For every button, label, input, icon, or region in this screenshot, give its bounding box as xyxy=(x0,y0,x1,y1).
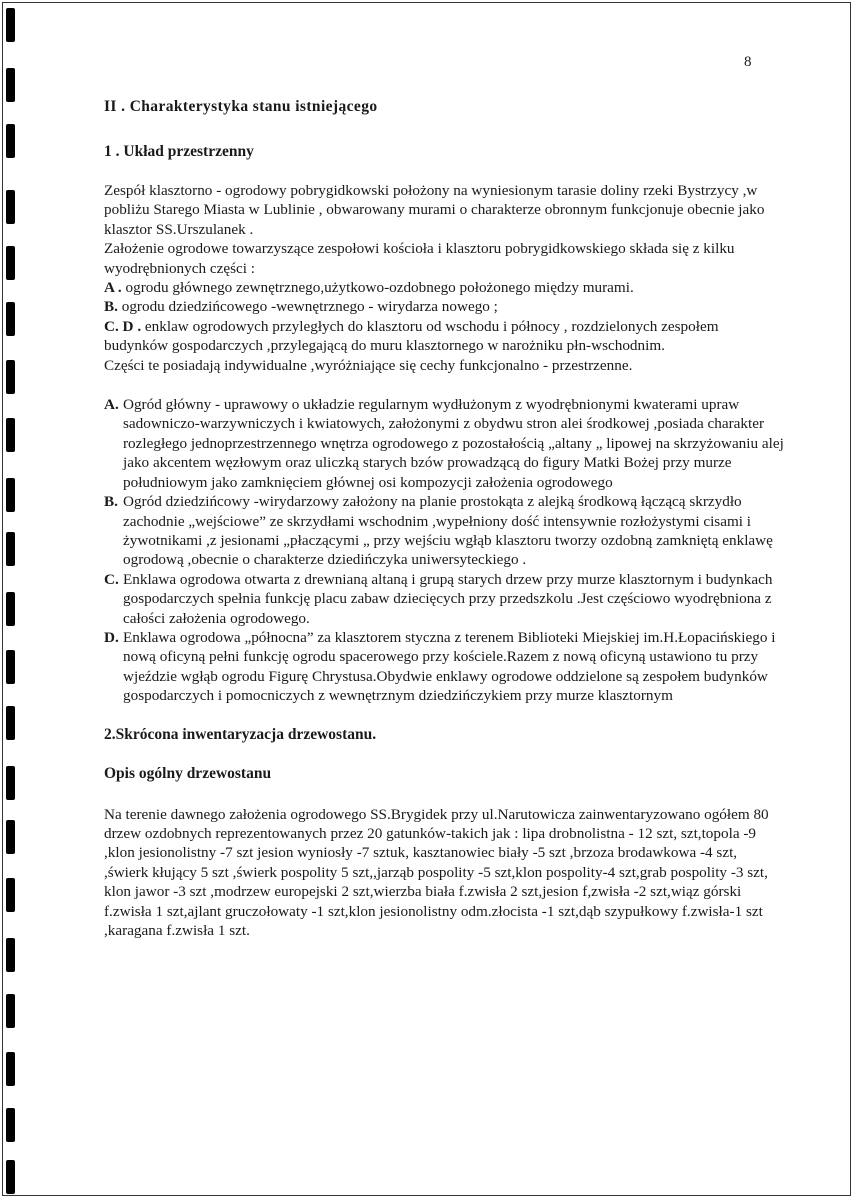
list-marker: C. D . xyxy=(104,317,142,335)
binding-strip xyxy=(4,0,18,1198)
list-item xyxy=(104,628,784,706)
list-marker: D. xyxy=(104,628,119,646)
binding-hole xyxy=(6,246,15,280)
binding-hole xyxy=(6,1160,15,1194)
binding-hole xyxy=(6,302,15,336)
binding-hole xyxy=(6,190,15,224)
list-marker: A . xyxy=(104,279,122,297)
list-item xyxy=(104,395,784,492)
section-heading: II . Charakterystyka stanu istniejącego xyxy=(104,98,378,115)
binding-hole xyxy=(6,994,15,1028)
inventory-paragraph: Na terenie dawnego założenia ogrodowego SS.Brygidek przy ul.Narutowicza zainwentaryzowano ogółem 80 drzew ozdobnych reprezentowanych przez 20 gatunków-takich jak : lipa drobnolistna - 12 szt, szt,topola -9 ,klon jesionolistny -7 szt jesion wyniosły -7 sztuk, kasztanowiec biały -5 szt ,brzoza brodawkowa -4 szt, ,świerk kłujący 5 szt ,świerk pospolity 5 szt,,jarząb pospolity -5 szt,klon pospolity-4 szt,grab pospolity -3 szt, klon jawor -3 szt ,modrzew europejski 2 szt,wierzba biała f.zwisła 2 szt,jesion f,zwisła -2 szt,wiąz górski f.zwisła 1 szt,ajlant gruczołowaty -1 szt,klon jesionolistny odm.złocista -1 szt,dąb szypułkowy f.zwisła-1 szt ,karagana f.zwisła 1 szt. xyxy=(104,805,769,939)
list-text: Ogród dziedzińcowy -wirydarzowy założony na planie prostokąta z alejką środkową łączącą skrzydło zachodnie „wejściowe” ze skrzydłami wschodnim ,wypełniony dość intensywnie rozłożystymi cisami i żywotnikami ,z jesionami „płaczącymi „ przy wejściu wgłąb klasztoru tworzy ozdobną zamkniętą enklawę ogrodową ,obecnie o charakterze dziedińczyka uniwersyteckiego . xyxy=(123,493,773,569)
binding-hole xyxy=(6,418,15,452)
binding-hole xyxy=(6,706,15,740)
list-item xyxy=(104,570,784,628)
list-marker: A. xyxy=(104,396,119,414)
list-marker: B. xyxy=(104,493,118,511)
list-item xyxy=(104,492,784,570)
list-text: ogrodu dziedzińcowego -wewnętrznego - wirydarza nowego ; xyxy=(121,298,498,316)
subsection-heading: 2.Skrócona inwentaryzacja drzewostanu. xyxy=(104,725,377,743)
binding-hole xyxy=(6,1052,15,1086)
subsection-heading: 1 . Układ przestrzenny xyxy=(104,143,254,160)
intro-paragraph: Założenie ogrodowe towarzyszące zespołowi kościoła i klasztoru pobrygidkowskiego składa się z kilku wyodrębnionych części : xyxy=(104,240,735,277)
binding-hole xyxy=(6,8,15,42)
list-text: Ogród główny - uprawowy o układzie regularnym wydłużonym z wyodrębnionymi kwaterami upraw sadowniczo-warzywniczych i kwiatowych, założonymi z obydwu stron alei środkowej ,posiada charakter rozległego jednoprzestrzennego wnętrza ogrodowego z pozostałością „altany „ lipowej na skrzyżowaniu alej jako akcentem węzłowym oraz uliczką starych bzów prowadzącą do figury Matki Bożej przy murze południowym jako zamknięciem głównej osi kompozycji założenia ogrodowego xyxy=(123,396,784,491)
intro-paragraph: Zespół klasztorno - ogrodowy pobrygidkowski położony na wyniesionym tarasie doliny rzeki Bystrzycy ,w pobliżu Starego Miasta w Lublinie , obwarowany murami o charakterze obronnym funkcjonuje obecnie jako klasztor SS.Urszulanek . xyxy=(104,182,765,238)
binding-hole xyxy=(6,878,15,912)
list-marker: C. xyxy=(104,570,119,588)
document-body xyxy=(104,96,784,940)
list-text: ogrodu głównego zewnętrznego,użytkowo-ozdobnego położonego między murami. xyxy=(125,279,634,297)
list-item xyxy=(104,317,784,356)
list-item xyxy=(104,278,784,297)
binding-hole xyxy=(6,532,15,566)
list-text: Enklawa ogrodowa „północna” za klasztorem styczna z terenem Biblioteki Miejskiej im.H.Łopacińskiego i nową oficyną pełni funkcję ogrodu spacerowego przy kościele.Razem z nową oficyną ustawiono tu przy wjeździe wgłąb ogrodu Figurę Chrystusa.Obydwie enklawy ogrodowe oddzielone są zespołem budynków gospodarczych i pomocniczych z wewnętrznym dziedzińczykiem przy murze klasztornym xyxy=(123,628,776,705)
binding-hole xyxy=(6,938,15,972)
intro-paragraph: Części te posiadają indywidualne ,wyróżniające się cechy funkcjonalno - przestrzenne. xyxy=(104,356,633,374)
binding-hole xyxy=(6,1108,15,1142)
binding-hole xyxy=(6,650,15,684)
binding-hole xyxy=(6,766,15,800)
binding-hole xyxy=(6,124,15,158)
list-item xyxy=(104,297,784,316)
parts-list xyxy=(104,278,784,356)
subsection-heading: Opis ogólny drzewostanu xyxy=(104,764,272,782)
sections-list xyxy=(104,395,784,706)
binding-hole xyxy=(6,478,15,512)
list-marker: B. xyxy=(104,298,118,316)
binding-hole xyxy=(6,360,15,394)
list-text: Enklawa ogrodowa otwarta z drewnianą altaną i grupą starych drzew przy murze klasztornym i budynkach gospodarczych spełnia funkcję placu zabaw dziecięcych przy przedszkolu .Jest częściowo wyodrębniona z całości założenia ogrodowego. xyxy=(123,570,773,627)
list-text: enklaw ogrodowych przyległych do klasztoru od wschodu i północy , rozdzielonych zespołem budynków gospodarczych ,przylegającą do muru klasztornego w narożniku płn-wschodnim. xyxy=(104,317,719,355)
binding-hole xyxy=(6,592,15,626)
binding-hole xyxy=(6,820,15,854)
page-number: 8 xyxy=(744,54,752,70)
binding-hole xyxy=(6,68,15,102)
